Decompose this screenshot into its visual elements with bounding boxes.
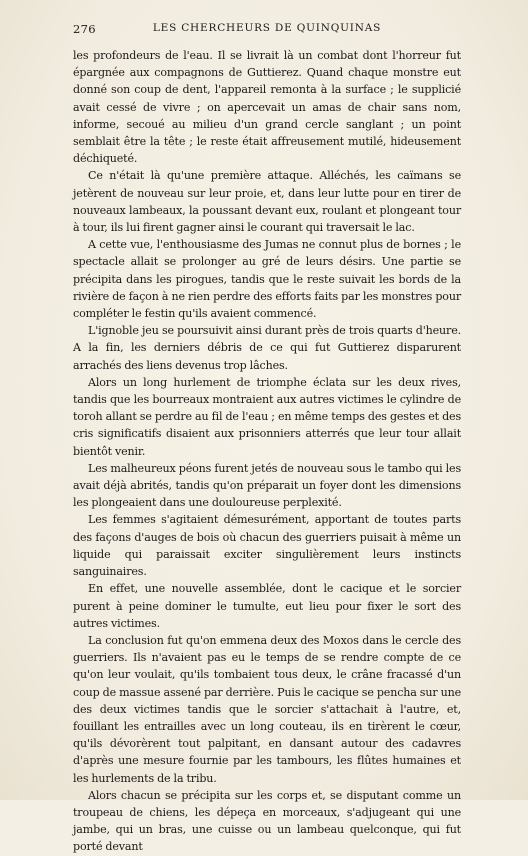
body-text: [73, 47, 461, 856]
running-title: LES CHERCHEURS DE QUINQUINAS: [152, 22, 382, 34]
paragraph-5: Alors un long hurlement de triomphe éclata sur les deux rives, tandis que les bourreaux montraient aux autres victimes le cylindre de toroh allant se perdre au fil de l'eau ; en même temps des gestes et des cris significatifs disaient aux prisonniers atterrés que leur tour allait bientôt venir.: [73, 375, 461, 458]
paragraph-1: les profondeurs de l'eau. Il se livrait là un combat dont l'horreur fut épargnée aux compagnons de Guttierez. Quand chaque monstre eut donné son coup de dent, l'appareil remonta à la surface ; le supplicié avait cessé de vivre ; on apercevait un amas de chair sans nom, informe, secoué au milieu d'un grand cercle sanglant ; un point semblait être la tête ; le reste était affreusement mutilé, hideusement déchiqueté.: [73, 49, 461, 166]
paragraph-7: Les femmes s'agitaient démesurément, apportant de toutes parts des façons d'auges de bois où chacun des guerriers puisait à même un liquide qui paraissait exciter singulièrement leurs instincts sanguinaires.: [73, 513, 461, 579]
paragraph-8: En effet, une nouvelle assemblée, dont le cacique et le sorcier purent à peine dominer le tumulte, eut lieu pour fixer le sort des autres victimes.: [73, 582, 461, 630]
paragraph-6: Les malheureux péons furent jetés de nouveau sous le tambo qui les avait déjà abrités, tandis qu'on préparait un foyer dont les dimensions les plongeaient dans une douloureuse perplexité.: [73, 461, 461, 510]
paragraph-9: La conclusion fut qu'on emmena deux des Moxos dans le cercle des guerriers. Ils n'avaient pas eu le temps de se rendre compte de ce qu'on leur voulait, qu'ils tombaient tous deux, le crâne fracassé d'un coup de massue assené par derrière. Puis le cacique se pencha sur une des deux victimes tandis que le sorcier s'attachait à l'autre, et, fouillant les entrailles avec un long couteau, ils en tirèrent le cœur, qu'ils dévorèrent tout palpitant, en dansant autour des cadavres d'après une mesure fournie par les tambours, les flûtes humaines et les hurlements de la tribu.: [73, 633, 461, 785]
paragraph-2: Ce n'était là qu'une première attaque. Alléchés, les caïmans se jetèrent de nouveau sur leur proie, et, dans leur lutte pour en tirer de nouveaux lambeaux, la poussant devant eux, roulant et plongeant tour à tour, ils lui firent gagner ainsi le courant qui traversait le lac.: [73, 169, 461, 235]
paragraph-4: L'ignoble jeu se poursuivit ainsi durant près de trois quarts d'heure. A la fin, les derniers débris de ce qui fut Guttierez disparurent arrachés des liens devenus trop lâches.: [73, 324, 461, 372]
page-header: [73, 22, 461, 38]
paragraph-10: Alors chacun se précipita sur les corps et, se disputant comme un troupeau de chiens, les dépeça en morceaux, s'adjugeant qui une jambe, qui un bras, une cuisse ou un lambeau quelconque, qui fut porté devant: [73, 788, 461, 854]
page-number: 276: [73, 22, 96, 36]
paragraph-3: A cette vue, l'enthousiasme des Jumas ne connut plus de bornes ; le spectacle allait se prolonger au gré de leurs désirs. Une partie se précipita dans les pirogues, tandis que le reste suivait les bords de la rivière de façon à ne rien perdre des efforts faits par les monstres pour compléter le festin qu'ils avaient commencé.: [73, 238, 461, 321]
